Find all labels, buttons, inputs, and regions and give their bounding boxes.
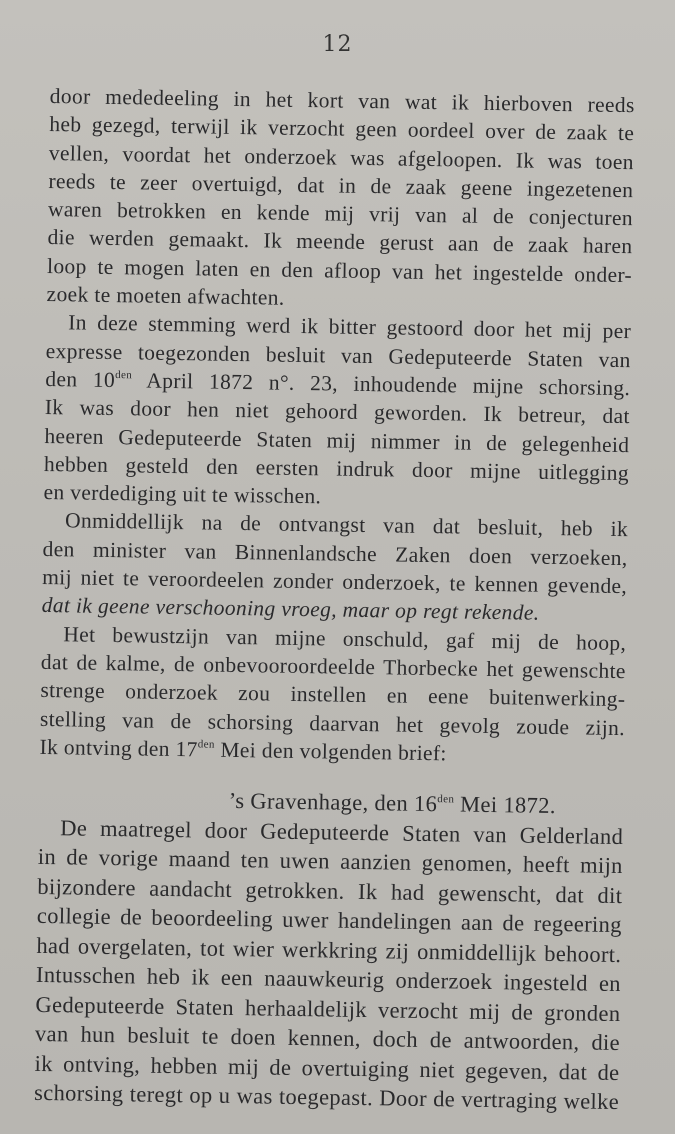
letter-line: Gedeputeerde Staten herhaaldelijk verzocht mij de gronden	[35, 991, 621, 1026]
page-number: 12	[322, 32, 353, 57]
text-line: den $10^{den}$ April 1872 n°. 23, inhoudende mijne schorsing.	[45, 366, 631, 401]
text-line: waren betrokken en kende mij vrij van al de conjecturen	[47, 197, 634, 231]
text-line: mij niet te veroordeelen zonder onderzoek, te kennen gevende,	[42, 564, 628, 599]
letter-line: had overgelaten, tot wier werkkring zij onmiddellijk behoort.	[36, 932, 622, 967]
text-line: den minister van Binnenlandsche Zaken doen verzoeken,	[42, 536, 628, 570]
letter-line: Intusschen heb ik een naauwkeurig onderzoek ingesteld en	[35, 962, 622, 997]
letter-line: De maatregel door Gedeputeerde Staten van Gelderland	[60, 814, 624, 849]
text-line: zoek te moeten afwachten.	[46, 282, 285, 310]
text-line: loop te mogen laten en den afloop van het ingestelde onder-	[46, 253, 633, 287]
text-line: en verdediging uit te wisschen.	[43, 480, 322, 509]
text-line: vellen, voordat het onderzoek was afgeloopen. Ik was toen	[48, 140, 635, 174]
text-line: In deze stemming werd ik bitter gestoord door het mij per	[68, 310, 632, 344]
text-line: hebben gesteld den eersten indruk door mijne uitlegging	[43, 451, 630, 485]
text-line: die werden gemaakt. Ik meende gerust aan de zaak haren	[47, 225, 633, 259]
text-line: Ik was door hen niet gehoord geworden. Ik betreur, dat	[44, 395, 631, 429]
text-line: heb gezegd, terwijl ik verzocht geen oordeel over de zaak te	[49, 112, 635, 146]
text-line: dat de kalme, de onbevooroordeelde Thorbecke het gewenschte	[40, 649, 627, 684]
text-line: Onmiddellijk na de ontvangst van dat besluit, heb ik	[64, 508, 629, 542]
text-line: heeren Gedeputeerde Staten mij nimmer in de gelegenheid	[44, 423, 630, 457]
letter-date: ’s Gravenhage, den $16^{den}$ Mei 1872.	[228, 788, 557, 819]
letter-line: in de vorige maand ten uwen aanzien genomen, heeft mijn	[37, 844, 623, 879]
text-line: door mededeeling in het kort van wat ik hierboven reeds	[49, 83, 635, 118]
text-line: Ik ontving den $17^{den}$ Mei den volgenden brief:	[39, 734, 447, 766]
text-line: expresse toegezonden besluit van Gedeputeerde Staten van	[45, 338, 631, 372]
letter-line: schorsing teregt op u was toegepast. Door de vertraging welke	[33, 1080, 620, 1115]
text-line: strenge onderzoek zou instellen en eene buitenwerking-	[40, 678, 626, 712]
letter-line: van hun besluit te doen kennen, doch de antwoorden, die	[34, 1021, 621, 1056]
letter-line: collegie de beoordeeling uwer handelingen aan de regeering	[36, 903, 623, 938]
text-line: reeds te zeer overtuigd, dat in de zaak geene ingezetenen	[48, 168, 634, 203]
italic-line: dat ik geene verschooning vroeg, maar op regt rekende.	[41, 593, 540, 626]
letter-line: bijzondere aandacht getrokken. Ik had gewenscht, dat dit	[37, 873, 623, 908]
body-text	[34, 82, 635, 1117]
text-line: stelling van de schorsing daarvan het gevolg zoude zijn.	[39, 706, 626, 740]
quoted-letter	[34, 783, 624, 1117]
text-line: Het bewustzijn van mijne onschuld, gaf mij de hoop,	[63, 621, 627, 655]
letter-line: ik ontving, hebben mij de overtuiging niet gegeven, dat de	[34, 1050, 620, 1085]
